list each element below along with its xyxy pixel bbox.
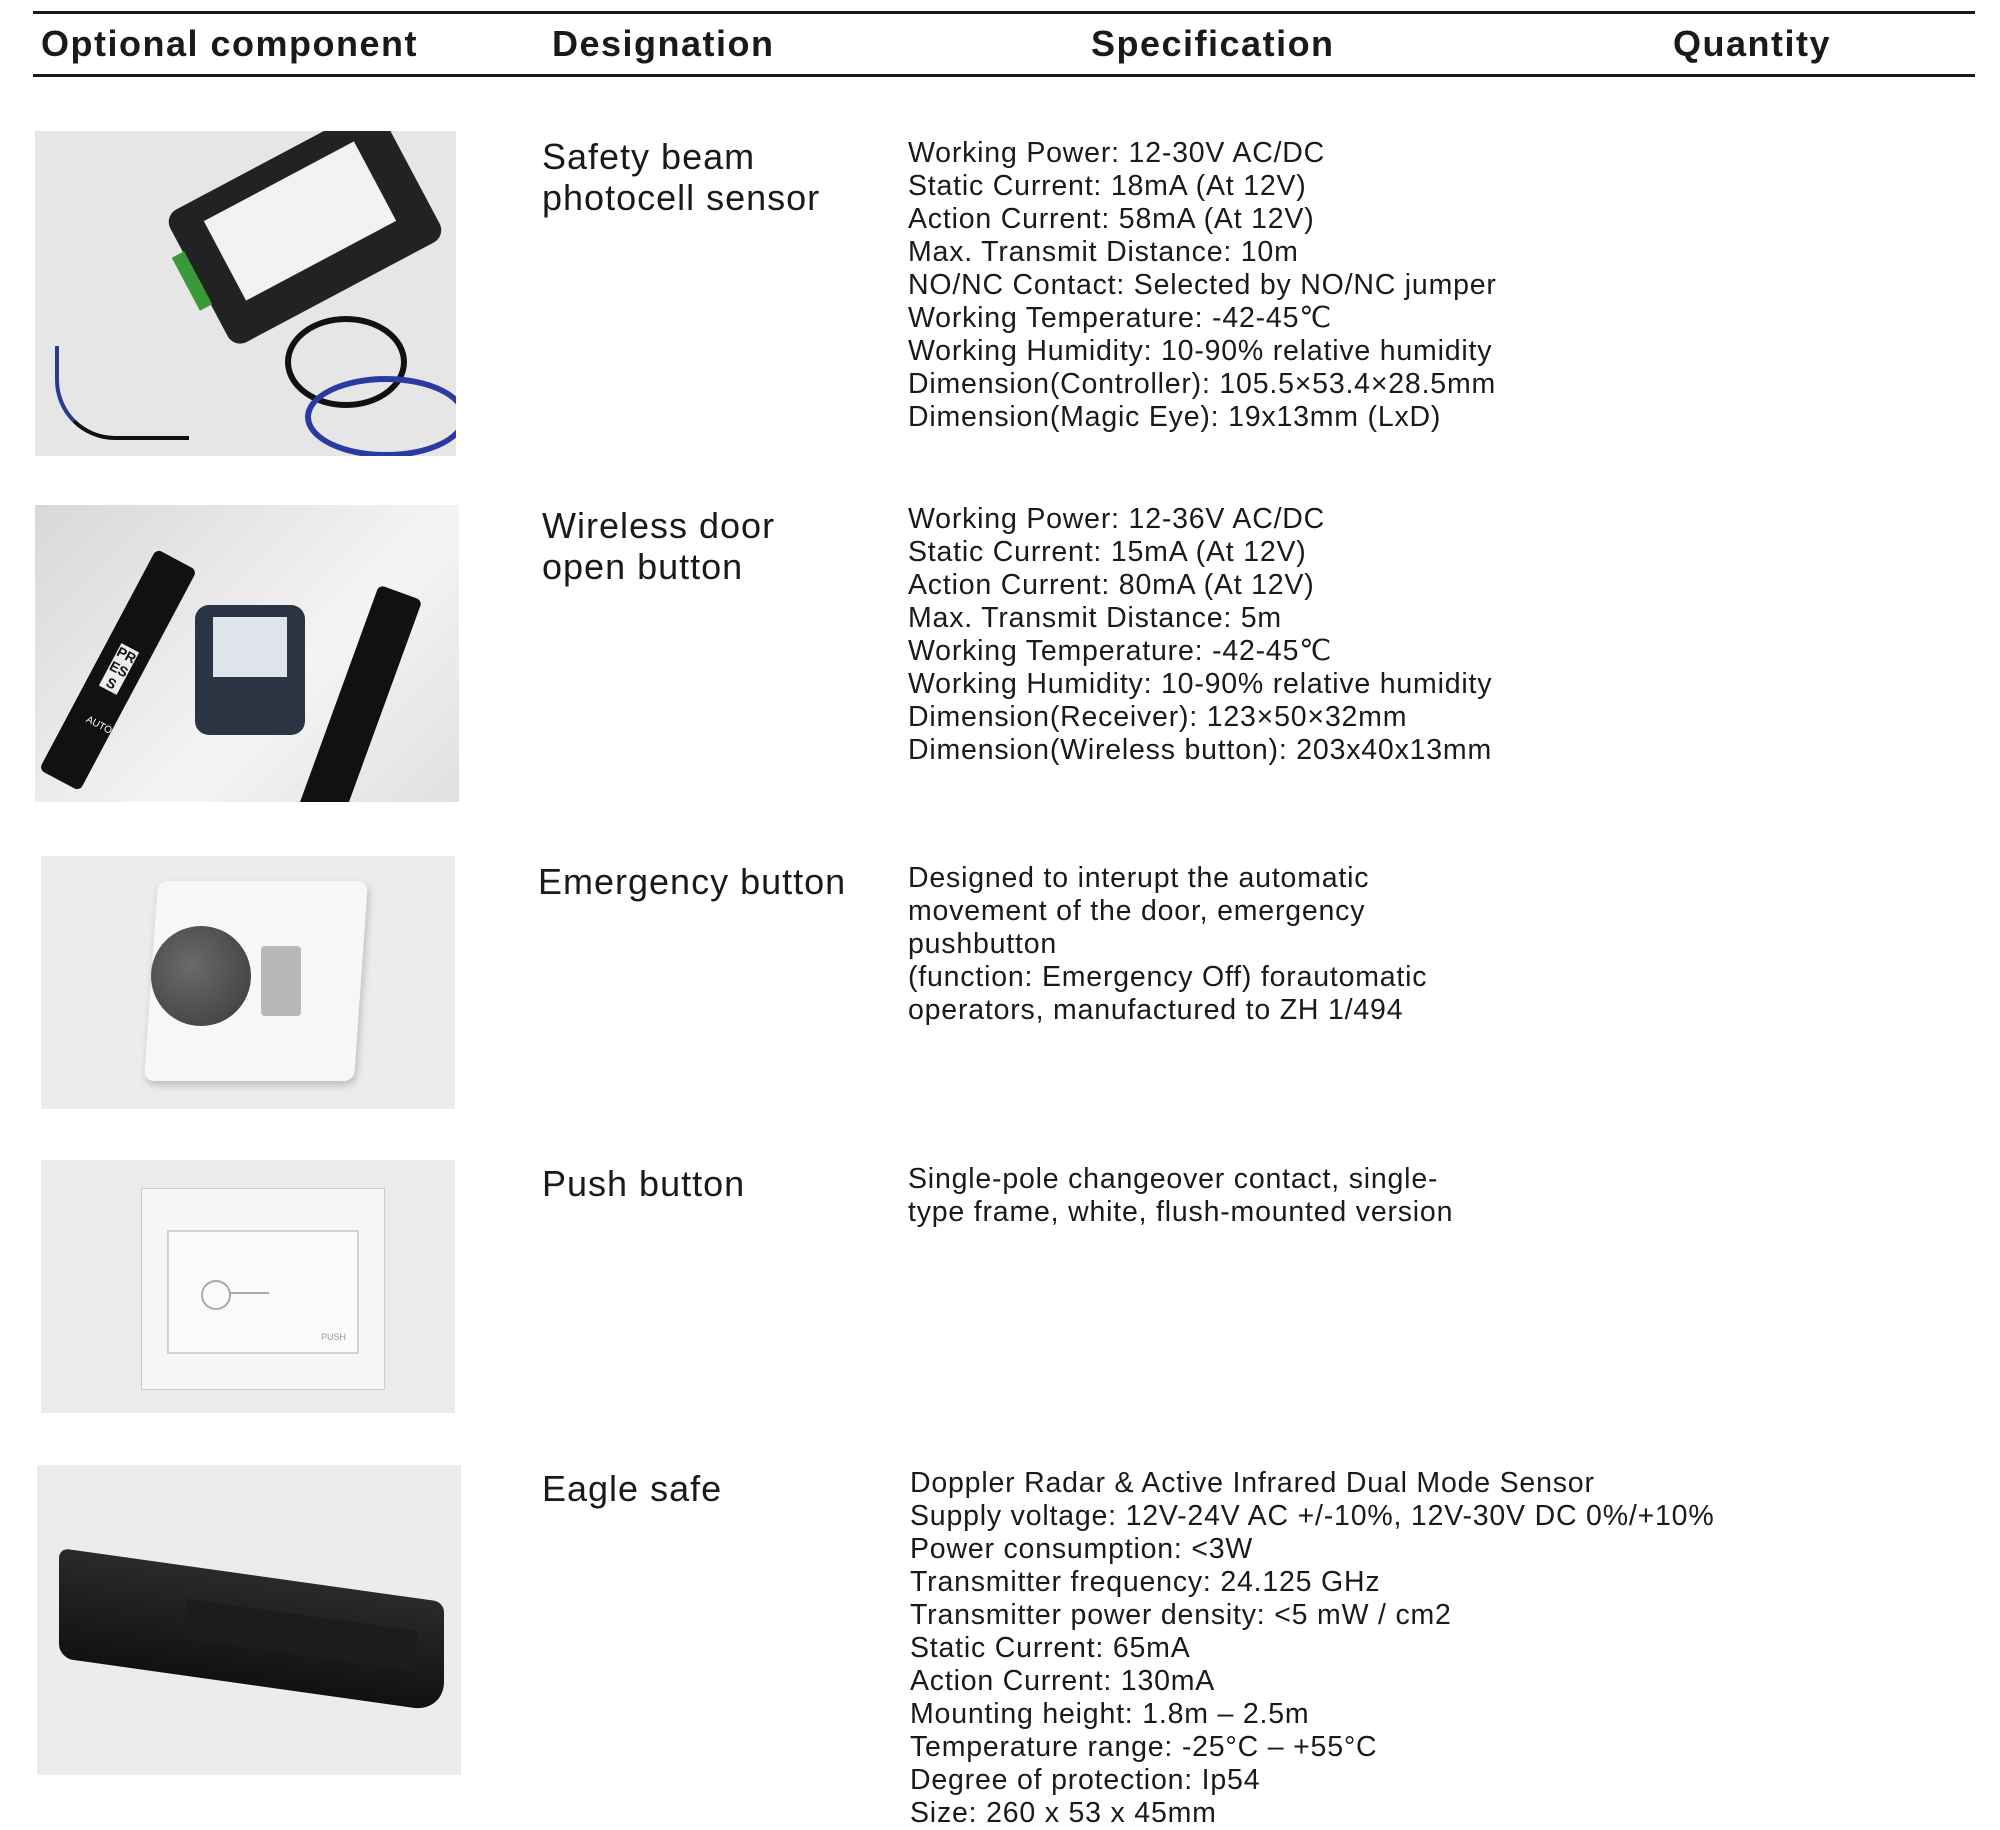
header-designation: Designation bbox=[552, 23, 775, 64]
spec-line: Doppler Radar & Active Infrared Dual Mode Sensor bbox=[910, 1467, 1595, 1499]
designation-push-button: Push button bbox=[542, 1163, 746, 1204]
spec-emergency-button bbox=[908, 862, 1427, 1027]
push-button-image bbox=[41, 1160, 455, 1413]
spec-line: Designed to interupt the automatic bbox=[908, 862, 1370, 894]
spec-line: operators, manufactured to ZH 1/494 bbox=[908, 994, 1404, 1026]
eagle-safe-image bbox=[37, 1465, 461, 1775]
spec-safety-beam bbox=[908, 137, 1497, 434]
spec-line: Dimension(Controller): 105.5×53.4×28.5mm bbox=[908, 368, 1497, 400]
spec-line: Single-pole changeover contact, single- bbox=[908, 1163, 1439, 1195]
spec-line: type frame, white, flush-mounted version bbox=[908, 1196, 1454, 1228]
auto-label: AUTO bbox=[84, 714, 114, 737]
spec-line: Working Power: 12-36V AC/DC bbox=[908, 503, 1326, 535]
designation-wireless-button: Wireless door open button bbox=[542, 505, 776, 587]
spec-eagle-safe bbox=[910, 1467, 1714, 1830]
header-bottom-rule bbox=[33, 74, 1975, 77]
header-optional-component: Optional component bbox=[41, 23, 418, 64]
spec-line: Transmitter power density: <5 mW / cm2 bbox=[910, 1599, 1452, 1631]
spec-line: Action Current: 58mA (At 12V) bbox=[908, 203, 1315, 235]
spec-line: Max. Transmit Distance: 5m bbox=[908, 602, 1282, 634]
spec-line: pushbutton bbox=[908, 928, 1058, 960]
header-specification: Specification bbox=[1091, 23, 1335, 64]
spec-line: Dimension(Magic Eye): 19x13mm (LxD) bbox=[908, 401, 1442, 433]
spec-line: Transmitter frequency: 24.125 GHz bbox=[910, 1566, 1381, 1598]
spec-line: Static Current: 65mA bbox=[910, 1632, 1191, 1664]
push-label: PUSH bbox=[321, 1332, 347, 1342]
spec-line: Working Humidity: 10-90% relative humidity bbox=[908, 668, 1493, 700]
spec-line: Working Humidity: 10-90% relative humidity bbox=[908, 335, 1493, 367]
spec-line: Power consumption: <3W bbox=[910, 1533, 1254, 1565]
designation-safety-beam: Safety beam photocell sensor bbox=[542, 136, 821, 218]
spec-line: Supply voltage: 12V-24V AC +/-10%, 12V-30V DC 0%/+10% bbox=[910, 1500, 1715, 1532]
key-icon bbox=[201, 1280, 231, 1310]
wireless-button-image bbox=[35, 505, 459, 802]
spec-line: Working Temperature: -42-45℃ bbox=[908, 302, 1333, 334]
press-label: PRESS bbox=[99, 643, 139, 695]
spec-push-button bbox=[908, 1163, 1453, 1229]
spec-line: Action Current: 80mA (At 12V) bbox=[908, 569, 1315, 601]
spec-line: movement of the door, emergency bbox=[908, 895, 1366, 927]
emergency-button-image bbox=[41, 856, 455, 1109]
spec-line: Dimension(Receiver): 123×50×32mm bbox=[908, 701, 1408, 733]
header-top-rule bbox=[33, 11, 1975, 14]
designation-eagle-safe: Eagle safe bbox=[542, 1468, 723, 1509]
spec-line: NO/NC Contact: Selected by NO/NC jumper bbox=[908, 269, 1497, 301]
spec-line: Degree of protection: Ip54 bbox=[910, 1764, 1261, 1796]
spec-line: (function: Emergency Off) forautomatic bbox=[908, 961, 1428, 993]
spec-wireless-button bbox=[908, 503, 1492, 767]
photocell-sensor-image bbox=[35, 131, 456, 456]
spec-line: Size: 260 x 53 x 45mm bbox=[910, 1797, 1217, 1829]
spec-line: Max. Transmit Distance: 10m bbox=[908, 236, 1299, 268]
spec-line: Working Temperature: -42-45℃ bbox=[908, 635, 1333, 667]
spec-line: Mounting height: 1.8m – 2.5m bbox=[910, 1698, 1310, 1730]
spec-line: Action Current: 130mA bbox=[910, 1665, 1216, 1697]
spec-line: Dimension(Wireless button): 203x40x13mm bbox=[908, 734, 1492, 766]
spec-line: Temperature range: -25°C – +55°C bbox=[910, 1731, 1378, 1763]
spec-line: Working Power: 12-30V AC/DC bbox=[908, 137, 1326, 169]
spec-line: Static Current: 15mA (At 12V) bbox=[908, 536, 1307, 568]
header-quantity: Quantity bbox=[1673, 23, 1832, 64]
spec-line: Static Current: 18mA (At 12V) bbox=[908, 170, 1307, 202]
designation-emergency-button: Emergency button bbox=[538, 861, 847, 902]
